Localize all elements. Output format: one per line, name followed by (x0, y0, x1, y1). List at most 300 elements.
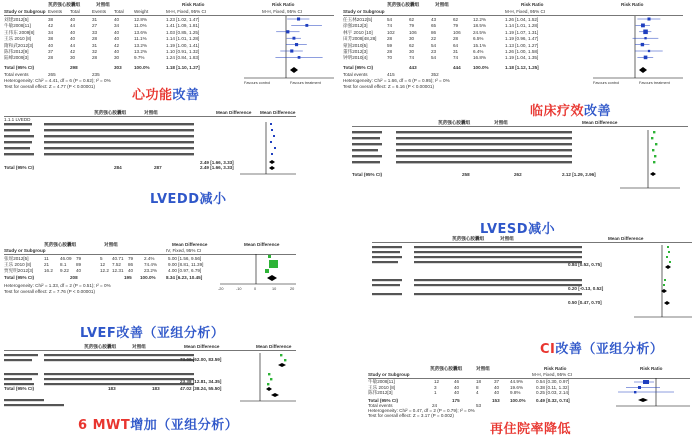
cell: 46.09 (60, 256, 72, 261)
cell: 46 (454, 379, 460, 384)
cell: 34 (114, 23, 120, 29)
total-weight: 100.0% (473, 65, 489, 70)
caption-ci-a: CI (540, 342, 556, 357)
study-name: 隋和武2012[3] (4, 42, 34, 48)
summary-diamond (290, 67, 298, 73)
subtotal-ci: 2.49 [1.66, 3.33] (200, 160, 234, 165)
cell: 0.25 [0.03, 2.14] (536, 390, 570, 396)
cell: 102 (387, 29, 395, 35)
cell: 8 (476, 384, 479, 390)
cell: 13.6% (134, 29, 148, 35)
study-name: 王乐 2010 [8] (4, 36, 32, 42)
study-name: 徐强2012[3] (343, 23, 368, 29)
forest-axis-lvef (216, 254, 300, 308)
cell: 70 (387, 55, 393, 61)
cell: 44.9% (510, 379, 524, 384)
cell: 89 (76, 262, 82, 267)
group1-header: 芪苈强心胶囊组 (430, 366, 463, 371)
caption-6mwt-a: 6 MWT (78, 418, 131, 433)
total-n2: 262 (514, 172, 522, 177)
total-n2: 287 (154, 165, 162, 170)
effect-header: Mean Difference (184, 344, 220, 349)
forest-axis-6mwt (240, 353, 300, 415)
caption-cardiac (132, 84, 200, 103)
overall-effect-test: Test for overall effect: Z = 6.16 (P < 0.00001) (343, 84, 434, 89)
cell: 40 (70, 29, 76, 35)
caption-clinical-suffix: 改善 (584, 104, 612, 119)
cell: 18 (476, 379, 482, 384)
study-col-header: Study or Subgroup (4, 248, 46, 253)
point-estimate-marker (647, 17, 650, 20)
study-col-header: Study or Subgroup (343, 9, 385, 14)
study-name: 王伟东 2009[8] (4, 29, 35, 35)
total-events-label: Total events (368, 403, 393, 408)
caption-lvesd: LVESD减小 (480, 222, 556, 237)
forest-plot-lvedd (4, 110, 304, 200)
effect-header: Risk Ratio (182, 2, 205, 7)
cell: 5.00 [1.56, 9.56] (168, 256, 202, 261)
total-weight: 100.0% (134, 65, 150, 70)
heterogeneity: Heterogeneity: Chi² = 4.41, df = 6 (P = 0.62); I² = 0% (4, 78, 111, 83)
cell: 37 (48, 49, 54, 54)
total-ci: 1.18 [1.12, 1.25] (505, 65, 539, 70)
cell: 34 (48, 29, 54, 35)
cell: 1.19 [0.96, 1.47] (505, 36, 539, 42)
cell: 1.03 [0.85, 1.25] (166, 29, 200, 35)
heterogeneity: Heterogeneity: Chi² = 1.66, df = 6 (P = 0.95); I² = 0% (343, 78, 450, 83)
total-label: Total (95% CI) (4, 275, 35, 280)
total-ci: 0.49 [0.32, 0.74] (536, 398, 570, 403)
overall-effect-test: Test for overall effect: Z = 7.76 (P < 0.00001) (4, 289, 95, 294)
axis-tick-label: 0 (254, 287, 257, 291)
method-col-header: M-H, Fixed, 95% CI (532, 372, 573, 377)
axis-tick-label: 20 (290, 287, 295, 291)
total-n1: 208 (70, 275, 78, 280)
total-ci: 8.34 [6.23, 10.45] (166, 275, 203, 280)
group2-header: 对照组 (494, 120, 508, 125)
cell: 30 (114, 55, 120, 61)
cell: 30 (409, 49, 415, 54)
group1-header: 芪苈强心胶囊组 (48, 2, 81, 7)
effect-header-right: Risk Ratio (621, 2, 644, 7)
total-col-header: Total (70, 9, 80, 14)
cell: 1.19 [1.04, 1.35] (505, 55, 539, 61)
study-name: 陈伟2012[3] (368, 390, 393, 396)
cell: 79 (76, 256, 82, 261)
forest-plot-readmission (368, 366, 696, 420)
caption-cardiac-suffix: 改善 (172, 88, 200, 103)
cell: 6.5% (473, 36, 484, 42)
total-ci: 2.49 [1.66, 3.33] (200, 165, 234, 170)
cell: 62 (453, 17, 459, 22)
cell: 9.7% (134, 55, 145, 61)
cell: 12.8% (134, 17, 148, 22)
point-estimate-marker (298, 56, 301, 59)
cell: 1.26 [1.00, 1.58] (505, 49, 539, 54)
axis-tick-label: -20 (218, 287, 224, 291)
events2: 352 (431, 72, 439, 77)
cell: 28 (387, 36, 393, 42)
summary-diamond (639, 67, 647, 73)
total-ci: 2.12 [1.29, 2.96] (562, 172, 596, 177)
cell: 12.2% (473, 17, 487, 22)
study-name: 钟明2010[4] (343, 55, 368, 61)
events-col-header: Events (48, 9, 63, 14)
total-n1: 183 (108, 386, 116, 391)
cell: 40 (114, 36, 120, 42)
cell: 1 (434, 390, 437, 396)
cell: 40 (114, 49, 120, 54)
caption-6mwt-b: 增加（亚组分析） (130, 418, 239, 433)
total-ci: 0.50 [0.47, 0.70] (568, 300, 602, 305)
events1: 415 (387, 72, 395, 77)
point-estimate-marker (643, 30, 648, 35)
lvef-marker-large (269, 260, 278, 268)
effect-header: Mean Difference (582, 120, 618, 125)
ci-rows-lines (372, 245, 592, 317)
forest-plot-ci (372, 236, 696, 328)
cell: 106 (409, 29, 417, 35)
cell: 1.13 [1.00, 1.27] (505, 42, 539, 48)
forest-axis-ci (634, 245, 694, 325)
total-n2: 153 (492, 398, 500, 403)
cell: 54 (431, 55, 437, 61)
total-label: Total (95% CI) (343, 65, 374, 70)
cell: 40 (128, 268, 134, 273)
cell: 1.26 [1.04, 1.52] (505, 17, 539, 22)
cell: 8.1 (60, 262, 67, 267)
method-col-header: IV, Fixed, 95% CI (166, 248, 202, 253)
cell: 24.5% (473, 29, 487, 35)
cell: 0.54 [0.30, 0.97] (536, 379, 570, 384)
effect-header-right: Mean Difference (244, 242, 280, 247)
cell: 79 (409, 23, 415, 29)
total-weight: 100.0% (510, 398, 526, 403)
total-n2: 303 (114, 65, 122, 70)
cell: 40 (70, 36, 76, 42)
cell: 40 (114, 29, 120, 35)
point-estimate-marker (648, 50, 650, 52)
point-estimate-marker (305, 24, 308, 27)
group1-header: 芪苈强心胶囊组 (94, 110, 127, 115)
cell: 2.4% (144, 256, 155, 261)
cell: 9.8% (510, 390, 521, 396)
cell: 59 (387, 42, 393, 48)
cell: 42 (48, 23, 54, 29)
total-col-header-2: Total (114, 9, 124, 14)
cell: 13.2% (134, 42, 148, 48)
overall-effect-test: Test for overall effect: Z = 4.77 (P < 0.00001) (4, 84, 95, 89)
cell: 6.4% (473, 49, 484, 54)
cell: 33 (92, 29, 98, 35)
cell: 40 (76, 268, 82, 273)
study-name: 陆峰2009[3] (4, 55, 29, 61)
caption-lvef-b: 改善（亚组分析） (116, 326, 225, 341)
cell: 54 (431, 42, 437, 48)
cell: 1.19 [1.07, 1.31] (505, 29, 539, 35)
total-n2: 444 (453, 65, 461, 70)
cell: 22 (431, 36, 437, 42)
total-events-label: Total events (343, 72, 368, 77)
study-name: 任玉林2012[5] (343, 17, 373, 22)
method-col-header: M-H, Fixed, 95% CI (166, 9, 207, 14)
axis-tick-label: -10 (236, 287, 242, 291)
cell: 40 (494, 384, 500, 390)
total-n1: 284 (114, 165, 122, 170)
total-n1: 443 (409, 65, 417, 70)
effect-header-right: Mean Difference (256, 344, 292, 349)
cell: 11.1% (134, 36, 147, 42)
group1-header: 芪苈强心胶囊组 (387, 2, 420, 7)
cell: 106 (453, 29, 461, 35)
cell: 12 (434, 379, 440, 384)
lvedd-rows-lines (4, 122, 204, 164)
subtotal-ci-2: 23.38 [12.81, 34.35] (180, 379, 222, 384)
study-name: 牛敏2008[11] (4, 23, 31, 29)
cell: 23 (431, 49, 437, 54)
cell: 11 (44, 256, 49, 261)
forest-axis-readmission (616, 378, 692, 420)
cell: 1.14 [1.01, 1.28] (166, 36, 200, 42)
study-col-header: Study or Subgroup (4, 9, 46, 14)
cell: 31 (92, 17, 98, 22)
subtotal-ci-1: 0.84 [0.52, 0.75] (568, 262, 602, 267)
cell: 44 (70, 42, 76, 48)
cell: 16.8% (473, 55, 487, 61)
effect-header: Mean Difference (172, 242, 208, 247)
cell: 54 (387, 17, 393, 22)
forest-axis-lvedd (240, 122, 300, 184)
cell: 74 (387, 23, 393, 29)
cell: 38 (48, 36, 54, 42)
point-estimate-marker (290, 49, 293, 52)
subtotal-ci-2: 0.20 [-0.13, 0.52] (568, 286, 604, 291)
study-name: 董伟2012[3] (343, 49, 368, 54)
cell: 1.24 [0.84, 1.83] (166, 55, 200, 61)
cell: 4 (476, 390, 479, 396)
group2-header: 对照组 (476, 366, 490, 371)
cell: 86 (128, 262, 134, 267)
cell: 1.41 [1.09, 1.81] (166, 23, 200, 29)
effect-header: Risk Ratio (521, 2, 544, 7)
study-name: 王乐 2010 [8] (4, 262, 32, 267)
group2-header: 对照组 (144, 110, 158, 115)
caption-ci (540, 338, 663, 357)
point-estimate-marker (292, 37, 295, 40)
events1: 265 (48, 72, 56, 77)
cell: 74 (409, 55, 415, 61)
cell: 28 (453, 36, 459, 42)
effect-header-right: Risk Ratio (272, 2, 295, 7)
cell: 31 (92, 42, 98, 48)
study-name: 王乐 2010 [8] (368, 384, 396, 390)
cell: 1.10 [0.91, 1.32] (166, 49, 200, 54)
header-divider (372, 242, 692, 243)
cell: 12.31 (112, 268, 124, 273)
events2: 235 (92, 72, 100, 77)
forest-plot-clinical-efficacy (343, 2, 695, 102)
caption-lvedd: LVEDD减小 (150, 192, 227, 207)
favours-control: Favours control (244, 81, 271, 85)
cell: 40 (70, 17, 76, 22)
header-divider (4, 350, 296, 351)
cell: 64 (453, 42, 459, 48)
group2-header: 对照组 (500, 236, 514, 241)
cell: 21 (44, 262, 50, 267)
favours-control: Favours control (593, 81, 620, 85)
events-col-header-2: Events (92, 9, 107, 14)
caption-clinical-cn: 临床疗效 (530, 104, 585, 119)
cell: 19.6% (510, 384, 524, 390)
forest-plot-lvef (4, 242, 300, 310)
cell: 0.38 [0.11, 1.32] (536, 384, 569, 390)
subtotal-ci: 73.00 [62.00, 83.59] (180, 357, 222, 362)
study-name: 贾宪明2012[3] (4, 268, 34, 273)
overall-effect-test: Test for overall effect: Z = 3.17 (P = 0.002) (368, 413, 454, 418)
cell: 28 (48, 55, 54, 61)
caption-readmission: 再住院率降低 (490, 422, 572, 437)
cell: 62 (409, 42, 415, 48)
group1-header: 芪苈强心胶囊组 (452, 236, 485, 241)
lvesd-rows-lines (352, 130, 582, 174)
group1-header: 芪苈强心胶囊组 (84, 344, 117, 349)
cell: 30 (70, 55, 76, 61)
total-label: Total (95% CI) (368, 398, 399, 403)
caption-6mwt (78, 414, 238, 433)
effect-header: Mean Difference (216, 110, 252, 115)
total-n1: 298 (70, 65, 78, 70)
weight-col-header: Weight (134, 9, 149, 14)
cell: 86 (431, 29, 437, 35)
total-n2: 183 (152, 386, 160, 391)
cell: 65 (431, 23, 437, 29)
forest-axis-lvesd (620, 130, 686, 200)
cell: 42 (114, 42, 120, 48)
cell: 12 (100, 262, 106, 267)
forest-plot-6mwt (4, 344, 300, 416)
cell: 40 (454, 390, 460, 396)
cell: 18.5% (473, 23, 487, 29)
study-name: 张瑶2012[5] (4, 256, 29, 261)
point-estimate-marker (641, 43, 644, 46)
cell: 12.2 (100, 268, 109, 273)
total-ci: 47.02 [38.24, 55.50] (180, 386, 222, 391)
cell: 3 (434, 384, 437, 390)
cell: 1.23 [1.02, 1.47] (166, 17, 200, 22)
total-label: Total (95% CI) (352, 172, 383, 177)
cell: 16.2 (44, 268, 53, 273)
cell: 74.4% (144, 262, 158, 267)
cell: 44 (70, 23, 76, 29)
favours-treatment: Favours treatment (290, 81, 321, 85)
group2-header: 对照组 (96, 2, 110, 7)
cell: 74 (453, 55, 459, 61)
total-label: Total (95% CI) (4, 165, 35, 170)
favours-treatment: Favours treatment (639, 81, 670, 85)
point-estimate-marker (644, 56, 648, 60)
total-n1: 175 (452, 398, 460, 403)
group1-header: 芪苈强心胶囊组 (44, 242, 77, 247)
header-divider (352, 126, 688, 127)
study-col-header: Study or Subgroup (368, 372, 410, 377)
cell: 30 (409, 36, 415, 42)
group1-header: 芪苈强心胶囊组 (438, 120, 471, 125)
cell: 40 (494, 390, 500, 396)
heterogeneity: Heterogeneity: Chi² = 0.47, df = 2 (P = 0.79); I² = 0% (368, 408, 475, 413)
method-col-header-right: M-H, Fixed, 95% CI (262, 9, 303, 14)
cell: 23.2% (144, 268, 158, 273)
effect-header: Mean Difference (608, 236, 644, 241)
point-estimate-marker (295, 43, 298, 46)
cell: 28 (92, 36, 98, 42)
total-n1: 258 (462, 172, 470, 177)
group2-header: 对照组 (435, 2, 449, 7)
cell: 40.71 (112, 256, 124, 261)
total-events-label: Total events (4, 72, 29, 77)
total-n2: 195 (124, 275, 132, 280)
point-estimate-marker (297, 17, 300, 20)
caption-ci-b: 改善（亚组分析） (555, 342, 664, 357)
cell: 27 (92, 23, 98, 29)
header-divider (4, 116, 296, 117)
cell: 40 (48, 42, 54, 48)
study-name: 林宇 2010 [10] (343, 29, 373, 35)
cell: 40 (114, 17, 120, 22)
cell: 11.0% (134, 23, 147, 29)
events2: 53 (476, 403, 482, 408)
study-name: 刘建2012[5] (4, 17, 29, 22)
cell: 79 (453, 23, 459, 29)
caption-lvef (80, 322, 224, 341)
cell: 79 (128, 256, 134, 261)
study-name: 陈伟2012[9] (4, 49, 29, 54)
cell: 9.00 [8.81, 11.39] (168, 262, 204, 267)
cell: 13.2% (134, 49, 148, 54)
study-name: 牛敏2008[11] (368, 379, 395, 384)
caption-cardiac-cn: 心功能 (132, 88, 173, 103)
cell: 28 (387, 49, 393, 54)
cell: 28 (92, 55, 98, 61)
cell: 4.00 [0.97, 6.79] (168, 268, 202, 273)
effect-header-right: Risk Ratio (640, 366, 663, 371)
forest-plot-lvesd (352, 120, 692, 210)
axis-tick-label: 10 (272, 287, 277, 291)
cell: 5 (100, 256, 103, 261)
effect-header-right: Mean Difference (260, 110, 296, 115)
caption-lvef-a: LVEF (80, 326, 117, 341)
cell: 32 (92, 49, 98, 54)
cell: 40 (454, 384, 460, 390)
cell: 42 (70, 49, 76, 54)
total-label: Total (95% CI) (4, 65, 35, 70)
cell: 1.19 [1.00, 1.41] (166, 42, 200, 48)
cell: 43 (431, 17, 437, 22)
events1: 24 (432, 403, 438, 408)
method-col-header: M-H, Fixed, 95% CI (505, 9, 546, 14)
group2-header: 对照组 (104, 242, 118, 247)
point-estimate-marker (641, 23, 645, 27)
heterogeneity: Heterogeneity: Chi² = 1.33, df = 2 (P = 0.51); I² = 0% (4, 283, 111, 288)
study-name: 田芳2008[48,28] (343, 36, 377, 42)
total-weight: 100.0% (140, 275, 156, 280)
cell: 62 (409, 17, 415, 22)
caption-clinical (530, 100, 611, 119)
total-label: Total (95% CI) (4, 386, 35, 391)
cell: 15.1% (473, 42, 487, 48)
study-name: 蒙国2010[5] (343, 42, 368, 48)
cell: 31 (453, 49, 459, 54)
cell: 7.52 (112, 262, 121, 267)
